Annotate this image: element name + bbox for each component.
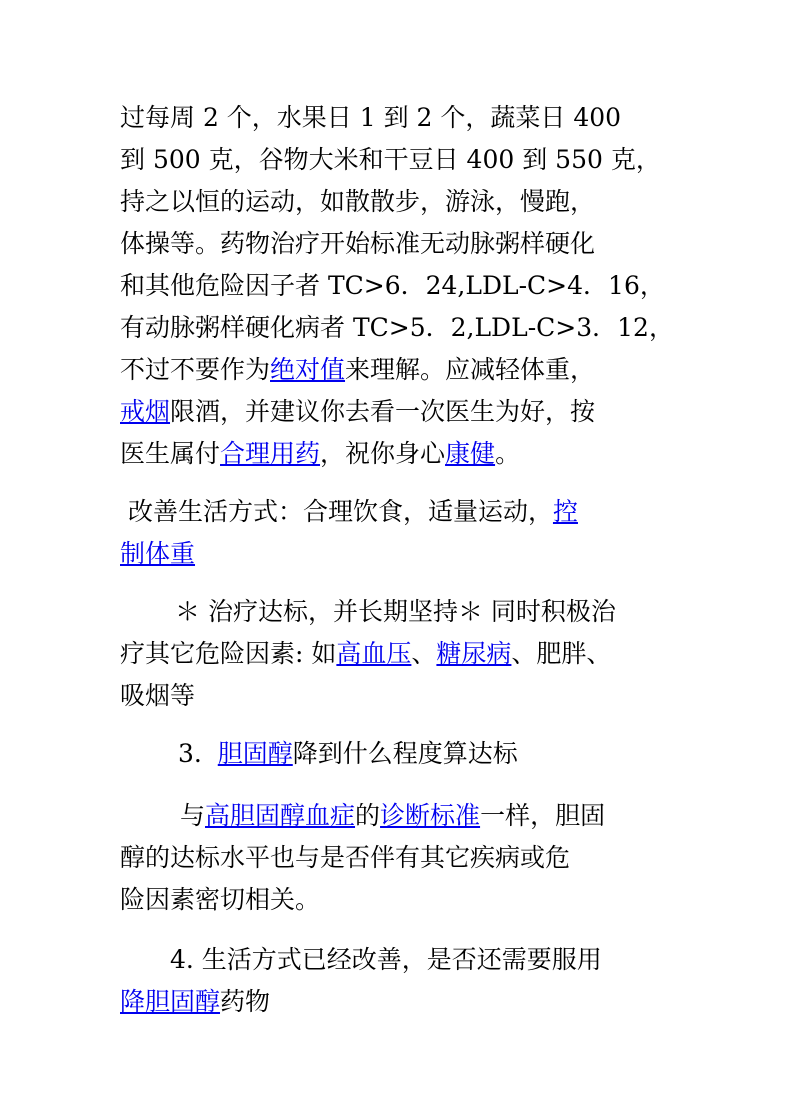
text-line: ＊ 治疗达标，并长期坚持＊ 同时积极治	[175, 597, 616, 626]
text-line	[120, 434, 520, 474]
text-span: 医生属付	[120, 439, 221, 468]
text-span: 药物	[220, 987, 271, 1016]
text-line	[120, 634, 611, 674]
text-span: 。	[495, 439, 521, 468]
text-line: 4. 生活方式已经改善，是否还需要服用	[170, 945, 602, 974]
text-line	[120, 534, 195, 574]
heading-number: 3.	[178, 739, 202, 768]
text-line: 到 500 克，谷物大米和干豆日 400 到 550 克，	[120, 145, 661, 174]
text-span: 降到什么程度算达标	[292, 739, 518, 768]
text-span: ，祝你身心	[320, 439, 446, 468]
link-weight-control-cont[interactable]: 制体重	[120, 539, 196, 568]
text-line: 体操等。药物治疗开始标准无动脉粥样硬化	[120, 229, 596, 258]
text-span: 、肥胖、	[511, 639, 612, 668]
link-cholesterol[interactable]: 胆固醇	[217, 739, 293, 768]
text-line: 和其他危险因子者 TC>6．24,LDL-C>4．16，	[120, 271, 665, 300]
link-cholesterol-lowering[interactable]: 降胆固醇	[120, 987, 221, 1016]
text-line: 有动脉粥样硬化病者 TC>5．2,LDL-C>3．12，	[120, 313, 674, 342]
text-line	[120, 392, 595, 432]
link-rational-medication[interactable]: 合理用药	[220, 439, 321, 468]
text-line: 持之以恒的运动，如散散步，游泳，慢跑，	[120, 187, 596, 216]
text-span: 的	[355, 801, 381, 830]
text-span: 不过不要作为	[120, 355, 271, 384]
link-diabetes[interactable]: 糖尿病	[436, 639, 512, 668]
text-line	[180, 796, 605, 836]
text-line: 吸烟等	[120, 681, 196, 710]
text-line	[120, 982, 270, 1022]
text-span: 与	[180, 801, 206, 830]
link-diagnostic-criteria[interactable]: 诊断标准	[380, 801, 481, 830]
link-absolute-value[interactable]: 绝对值	[270, 355, 346, 384]
text-line	[120, 350, 595, 390]
text-span: 一样，胆固	[480, 801, 606, 830]
section-heading-3	[178, 734, 518, 774]
text-line: 过每周 2 个，水果日 1 到 2 个，蔬菜日 400	[120, 103, 622, 132]
link-health[interactable]: 康健	[445, 439, 496, 468]
text-line	[120, 492, 578, 532]
text-span: 、	[411, 639, 437, 668]
link-hypertension[interactable]: 高血压	[336, 639, 412, 668]
text-span: 限酒，并建议你去看一次医生为好，按	[170, 397, 596, 426]
text-span: 来理解。应减轻体重，	[345, 355, 596, 384]
text-span: 疗其它危险因素: 如	[120, 639, 337, 668]
text-span: 改善生活方式：合理饮食，适量运动，	[120, 497, 553, 526]
text-line: 险因素密切相关。	[120, 885, 321, 914]
link-hypercholesterolemia[interactable]: 高胆固醇血症	[205, 801, 356, 830]
text-line: 醇的达标水平也与是否伴有其它疾病或危	[120, 843, 571, 872]
link-quit-smoking[interactable]: 戒烟	[120, 397, 171, 426]
link-weight-control[interactable]: 控	[552, 497, 578, 526]
